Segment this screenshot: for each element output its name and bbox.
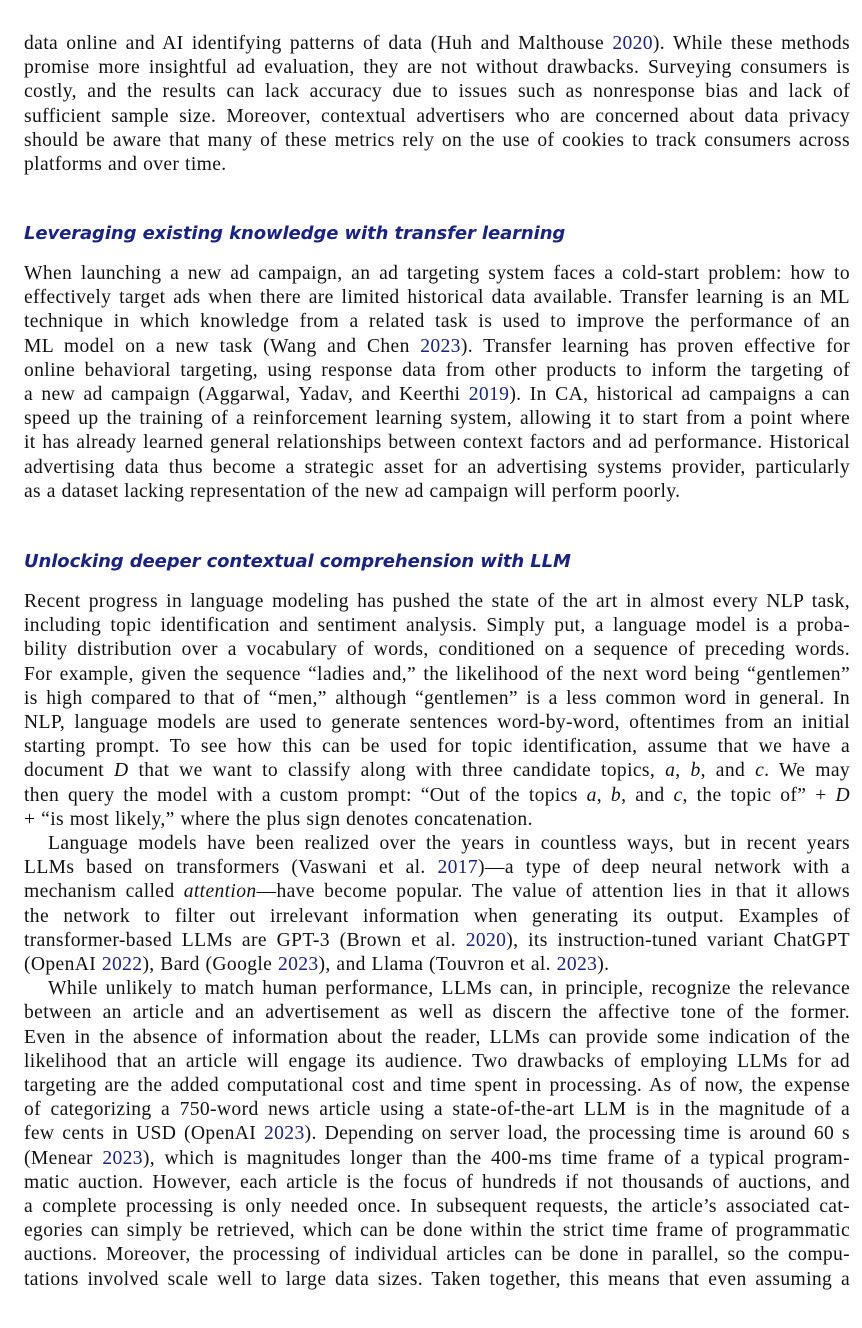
text-line: technique in which knowledge from a related task is used to improve the performance of an — [24, 311, 850, 333]
text-line: few cents in USD (OpenAI 2023). Depending on server load, the processing time is around 60 s — [24, 1123, 851, 1145]
text-line: bility distribution over a vocabulary of words, conditioned on a sequence of preceding words. — [24, 639, 850, 661]
text-line: document D that we want to classify along with three candidate topics, a, b, and c. We may — [24, 760, 851, 782]
italic-term: b — [610, 784, 622, 806]
text-line: tations involved scale well to large data sizes. Taken together, this means that even assuming a — [24, 1268, 850, 1290]
italic-term: D — [114, 760, 129, 782]
italic-term: attention — [183, 881, 257, 903]
text-line: as a dataset lacking representation of the new ad campaign will perform poorly. — [24, 480, 681, 502]
text-line: NLP, language models are used to generate sentences word-by-word, oftentimes from an initial — [24, 712, 850, 734]
citation-link[interactable]: 2023 — [264, 1123, 305, 1145]
text-line: Language models have been realized over the years in countless ways, but in recent years — [48, 833, 850, 855]
italic-term: c — [755, 760, 765, 782]
text-line: targeting are the added computational cost and time spent in processing. As of now, the expense — [24, 1075, 850, 1097]
text-line: data online and AI identifying patterns of data (Huh and Malthouse 2020). While these methods — [24, 33, 850, 54]
text-line: While unlikely to match human performance, LLMs can, in principle, recognize the relevance — [48, 978, 850, 1000]
text-line: online behavioral targeting, using response data from other products to inform the targeting of — [24, 359, 850, 381]
section-heading-transfer-learning: Leveraging existing knowledge with transfer learning — [24, 223, 566, 244]
text-line: For example, given the sequence “ladies and,” the likelihood of the next word being “gentlemen” — [24, 663, 850, 685]
text-line: starting prompt. To see how this can be used for topic identification, assume that we have a — [24, 736, 850, 758]
italic-term: a — [586, 784, 597, 806]
page-top-glyph-fragment — [24, 0, 44, 2]
italic-term: b — [690, 760, 701, 782]
text-line: should be aware that many of these metrics rely on the use of cookies to track consumers across — [24, 129, 850, 151]
text-line: transformer-based LLMs are GPT-3 (Brown et al. 2020), its instruction-tuned variant ChatGPT — [24, 929, 850, 951]
text-line: matic auction. However, each article is the focus of hundreds if not thousands of auctions, and — [24, 1171, 850, 1193]
citation-link[interactable]: 2020 — [465, 929, 507, 951]
text-line: egories can simply be retrieved, which can be done within the strict time frame of programmatic — [24, 1220, 850, 1242]
text-line: the network to filter out irrelevant information when generating its output. Examples of — [24, 905, 850, 927]
text-line: a complete processing is only needed once. In subsequent requests, the article’s associated cat- — [24, 1196, 850, 1218]
text-line: platforms and over time. — [24, 154, 227, 176]
text-line: advertising data thus become a strategic asset for an advertising systems provider, particularly — [24, 456, 850, 478]
citation-link[interactable]: 2020 — [612, 33, 653, 54]
text-line: When launching a new ad campaign, an ad targeting system faces a cold-start problem: how to — [24, 263, 850, 284]
text-line: effectively target ads when there are limited historical data available. Transfer learning is an ML — [24, 287, 850, 309]
text-line: is high compared to that of “men,” although “gentlemen” is a less common word in general. In — [24, 687, 850, 709]
citation-link[interactable]: 2019 — [468, 384, 510, 406]
paragraph-transfer-learning — [24, 262, 850, 504]
text-line: (Menear 2023), which is magnitudes longer than the 400-ms time frame of a typical program- — [24, 1147, 851, 1169]
italic-term: c — [673, 784, 683, 806]
text-line: mechanism called attention—have become popular. The value of attention lies in that it allows — [24, 881, 850, 903]
citation-link[interactable]: 2017 — [437, 857, 479, 879]
text-line: a new ad campaign (Aggarwal, Yadav, and Keerthi 2019). In CA, historical ad campaigns a can — [24, 384, 851, 406]
text-line: between an article and an advertisement as well as discern the affective tone of the former. — [24, 1002, 850, 1024]
text-line: including topic identification and sentiment analysis. Simply put, a language model is a proba- — [24, 615, 850, 637]
italic-term: D — [835, 784, 851, 806]
text-line: auctions. Moreover, the processing of individual articles can be done in parallel, so the compu- — [24, 1244, 850, 1266]
text-line: then query the model with a custom prompt: “Out of the topics a, b, and c, the topic of” + D — [24, 784, 851, 806]
text-line: LLMs based on transformers (Vaswani et al. 2017)—a type of deep neural network with a — [24, 857, 850, 879]
italic-term: a — [665, 760, 676, 782]
text-line: likelihood that an article will engage its audience. Two drawbacks of employing LLMs for ad — [24, 1050, 850, 1072]
citation-link[interactable]: 2023 — [277, 954, 319, 976]
paragraphs-llm — [24, 590, 850, 1292]
text-line: costly, and the results can lack accuracy due to issues such as nonresponse bias and lack of — [24, 81, 850, 103]
section-heading-llm: Unlocking deeper contextual comprehension with LLM — [24, 551, 571, 572]
citation-link[interactable]: 2023 — [420, 335, 461, 357]
text-line: ML model on a new task (Wang and Chen 2023). Transfer learning has proven effective for — [24, 335, 850, 357]
text-line: promise more insightful ad evaluation, they are not without drawbacks. Surveying consumers is — [24, 57, 850, 79]
text-line: Recent progress in language modeling has pushed the state of the art in almost every NLP task, — [24, 591, 850, 612]
citation-link[interactable]: 2023 — [102, 1147, 143, 1169]
citation-link[interactable]: 2023 — [556, 954, 598, 976]
text-line: speed up the training of a reinforcement learning system, allowing it to start from a point where — [24, 408, 850, 430]
text-line: sufficient sample size. Moreover, contextual advertisers who are concerned about data privacy — [24, 105, 850, 127]
text-line: of categorizing a 750-word news article using a state-of-the-art LLM is in the magnitude of a — [24, 1099, 850, 1121]
text-line: Even in the absence of information about the reader, LLMs can provide some indication of the — [24, 1026, 850, 1048]
text-line: (OpenAI 2022), Bard (Google 2023), and Llama (Touvron et al. 2023). — [24, 954, 610, 976]
citation-link[interactable]: 2022 — [101, 954, 143, 976]
paragraph-survey-drawbacks — [24, 32, 850, 177]
text-line: it has already learned general relationships between context factors and ad performance. Historical — [24, 432, 850, 454]
text-line: + “is most likely,” where the plus sign denotes concatenation. — [24, 808, 533, 830]
